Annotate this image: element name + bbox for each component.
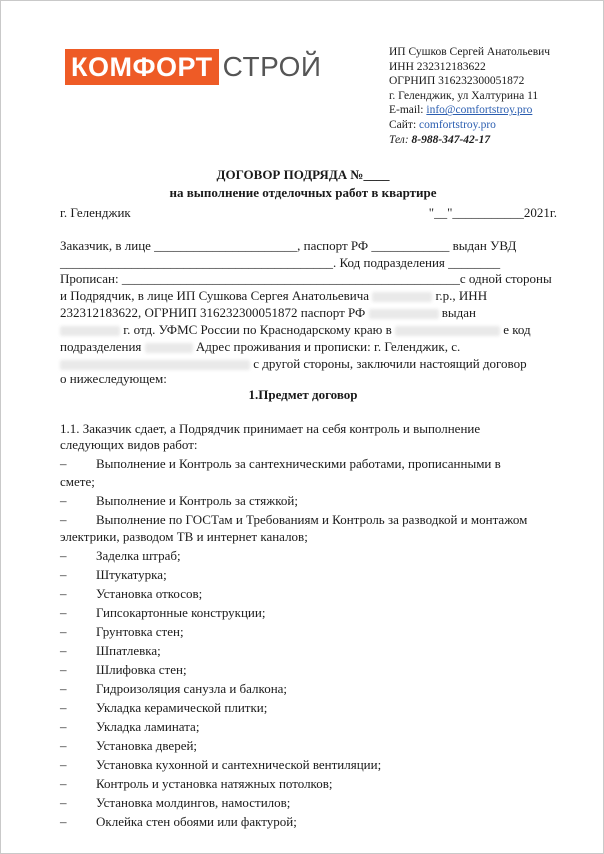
section-1-intro-1: 1.1. Заказчик сдает, а Подрядчик принимает на себя контроль и выполнение	[60, 421, 481, 436]
contact-site-row	[389, 118, 550, 133]
contractor-text-2a: 232312183622, ОГРНИП 316232300051872 паспорт РФ	[60, 305, 366, 320]
list-item: – Шлифовка стен;	[60, 662, 187, 677]
list-item: – Выполнение и Контроль за сантехническими работами, прописанными в смете;	[60, 456, 501, 489]
contractor-text-2b: выдан	[441, 305, 477, 320]
contractor-text-3a: г. отд. УФМС России по Краснодарскому краю в	[123, 322, 392, 337]
contractor-line-1	[60, 288, 487, 304]
customer-line-2: __________________________________________. Код подразделения ________	[60, 255, 501, 270]
contract-subtitle: на выполнение отделочных работ в квартире	[169, 185, 437, 200]
list-item: – Контроль и установка натяжных потолков;	[60, 776, 333, 791]
section-1-intro-2: следующих видов работ:	[60, 437, 198, 452]
list-item: – Штукатурка;	[60, 567, 167, 582]
contractor-text-4a: подразделения	[60, 339, 142, 354]
contract-title: ДОГОВОР ПОДРЯДА №____	[216, 167, 390, 182]
list-item: – Укладка ламината;	[60, 719, 200, 734]
contractor-line-5	[60, 356, 527, 372]
list-item: – Установка дверей;	[60, 738, 198, 753]
list-item: – Шпатлевка;	[60, 643, 161, 658]
contractor-text-3b: е код	[503, 322, 531, 337]
contractor-line-4	[60, 339, 460, 355]
contact-email-row	[389, 103, 550, 118]
list-item: – Укладка керамической плитки;	[60, 700, 268, 715]
phone-number: 8-988-347-42-17	[411, 133, 491, 146]
contractor-line-6: о нижеследующем:	[60, 371, 167, 386]
list-item: – Гипсокартонные конструкции;	[60, 605, 266, 620]
contractor-line-2	[60, 305, 476, 321]
list-item: – Заделка штраб;	[60, 548, 181, 563]
contractor-text-1a: и Подрядчик, в лице ИП Сушкова Сергея Анатольевича	[60, 288, 370, 303]
redacted-field	[372, 292, 432, 302]
logo-part-komfort: КОМФОРТ	[65, 49, 219, 85]
site-label: Сайт:	[389, 118, 420, 131]
contractor-text-5a: с другой стороны, заключили настоящий договор	[253, 356, 527, 371]
contact-address: г. Геленджик, ул Халтурина 11	[389, 89, 539, 102]
redacted-field	[369, 309, 439, 319]
list-item: – Установка откосов;	[60, 586, 203, 601]
customer-line-1: Заказчик, в лице ______________________, паспорт РФ ____________ выдан УВД	[60, 238, 517, 253]
phone-label: Тел:	[389, 133, 412, 146]
list-item: – Грунтовка стен;	[60, 624, 184, 639]
contact-ogrnip: ОГРНИП 316232300051872	[389, 75, 525, 88]
list-item: – Гидроизоляция санузла и балкона;	[60, 681, 288, 696]
redacted-field	[60, 326, 120, 336]
list-item: – Установка молдингов, намостилов;	[60, 795, 291, 810]
company-logo	[65, 49, 322, 85]
works-list	[60, 455, 562, 832]
logo-part-stroy: СТРОЙ	[222, 51, 322, 82]
list-item: – Выполнение по ГОСТам и Требованиям и Контроль за разводкой и монтажом электрики, разводом ТВ и интернет каналов;	[60, 511, 528, 544]
contractor-line-3	[60, 322, 531, 338]
contacts-block	[389, 45, 550, 147]
contact-phone-row	[389, 133, 550, 148]
contact-inn: ИНН 232312183622	[389, 60, 486, 73]
redacted-field	[60, 360, 250, 370]
contractor-text-4b: Адрес проживания и прописки: г. Геленджик, с.	[195, 339, 461, 354]
email-label: E-mail:	[389, 104, 427, 117]
customer-line-3: Прописан: ____________________________________________________с одной стороны	[60, 271, 552, 286]
redacted-field	[145, 343, 193, 353]
contact-name: ИП Сушков Сергей Анатольевич	[389, 46, 551, 58]
section-1-heading: 1.Предмет договор	[248, 387, 358, 402]
redacted-field	[395, 326, 500, 336]
contractor-text-1b: г.р., ИНН	[435, 288, 488, 303]
list-item: – Установка кухонной и сантехнической вентиляции;	[60, 757, 382, 772]
city: г. Геленджик	[60, 205, 131, 220]
email-link[interactable]: info@comfortstroy.pro	[426, 104, 533, 117]
list-item: – Выполнение и Контроль за стяжкой;	[60, 492, 298, 508]
contract-date: "__"___________2021г.	[428, 205, 557, 220]
list-item: – Оклейка стен обоями или фактурой;	[60, 814, 297, 829]
site-link[interactable]: comfortstroy.pro	[419, 118, 496, 131]
